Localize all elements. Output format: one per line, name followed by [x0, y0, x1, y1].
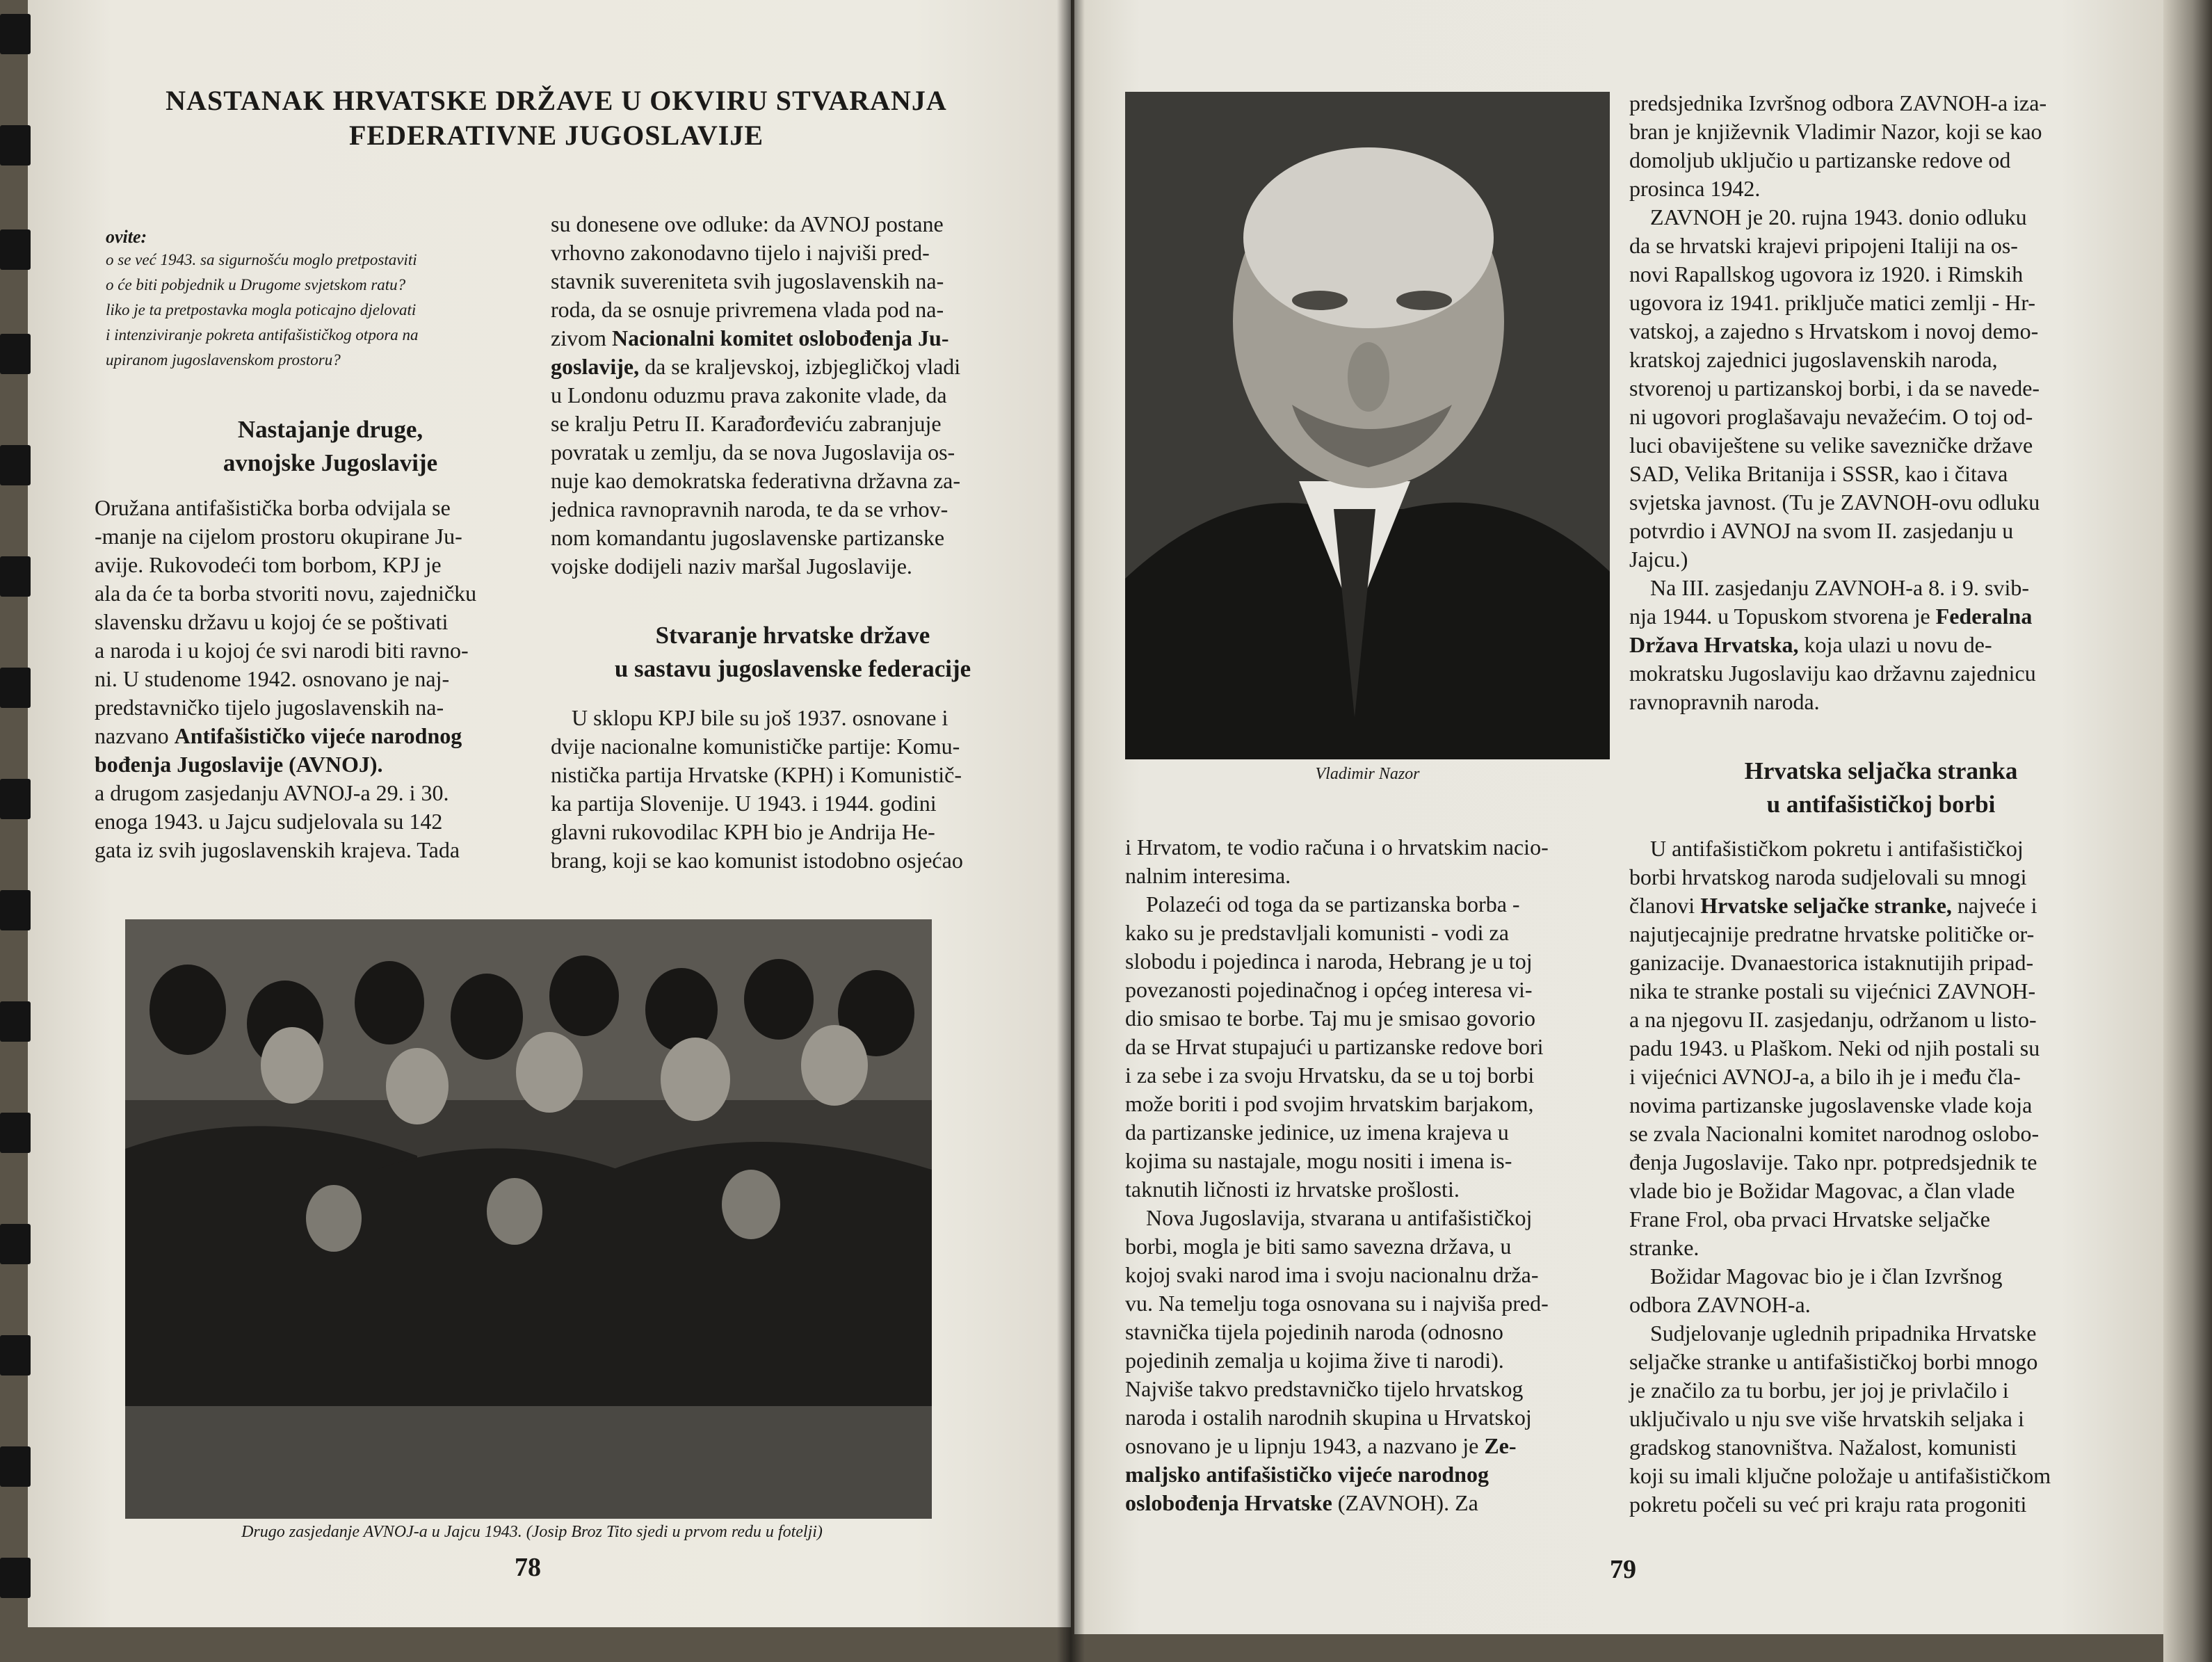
text-line: ni. U studenome 1942. osnovano je naj-	[95, 666, 450, 691]
bold-term-zavnoh-end: oslobođenja Hrvatske	[1125, 1490, 1332, 1515]
text-line: pojedinih zemalja u kojima žive ti narodi).	[1125, 1348, 1504, 1373]
text-line: kratskoj zajednici jugoslavenskih naroda,	[1629, 347, 1998, 372]
text-line: naroda i ostalih narodnih skupina u Hrvatskoj	[1125, 1405, 1532, 1430]
text-line: pokretu počeli su već pri kraju rata progoniti	[1629, 1492, 2027, 1517]
text-line: brang, koji se kao komunist istodobno osjećao	[551, 848, 963, 873]
portrait-vladimir-nazor	[1125, 92, 1610, 759]
text-line: Najviše takvo predstavničko tijelo hrvatskog	[1125, 1376, 1524, 1401]
photo-avnoj-session-image	[125, 919, 932, 1519]
section-heading-2	[556, 619, 1029, 686]
section-heading-3	[1631, 755, 2131, 821]
right-column-2-continued	[1629, 834, 2130, 1519]
text-line: koji su imali ključne položaje u antifašističkom	[1629, 1463, 2051, 1488]
text-line: SAD, Velika Britanija i SSSR, kao i čitava	[1629, 461, 2008, 486]
page-79	[1074, 0, 2170, 1634]
question-line: upiranom jugoslavenskom prostoru?	[106, 351, 341, 369]
text-line: vlade bio je Božidar Magovac, a član vlade	[1629, 1178, 2015, 1203]
text-line: su donesene ove odluke: da AVNOJ postane	[551, 211, 944, 236]
text-line: -manje na cijelom prostoru okupirane Ju-	[95, 524, 462, 549]
text-line: stavnička tijela pojedinih naroda (odnosno	[1125, 1319, 1503, 1344]
text-line	[551, 324, 1031, 353]
text-line: ka partija Slovenije. U 1943. i 1944. godini	[551, 791, 937, 816]
text-fragment: nja 1944. u Topuskom stvorena je	[1629, 604, 1930, 629]
text-line: slobodu i pojedinca i naroda, Hebrang je u toj	[1125, 949, 1533, 974]
section-heading-1-line1: Nastajanje druge,	[237, 416, 423, 443]
text-fragment: nazvano	[95, 723, 169, 748]
text-line: novima partizanske jugoslavenske vlade koja	[1629, 1092, 2033, 1118]
text-line: predsjednika Izvršnog odbora ZAVNOH-a iza-	[1629, 90, 2047, 115]
text-line: bran je književnik Vladimir Nazor, koji se kao	[1629, 119, 2042, 144]
question-line: liko je ta pretpostavka mogla poticajno djelovati	[106, 301, 417, 318]
text-line: ravnopravnih naroda.	[1629, 689, 1820, 714]
text-line: ganizacije. Dvanaestorica istaknutijih pripad-	[1629, 950, 2034, 975]
text-line	[95, 722, 547, 750]
text-line	[551, 353, 1031, 381]
text-fragment: (ZAVNOH). Za	[1337, 1490, 1478, 1515]
portrait-image	[1125, 92, 1610, 759]
text-line: kako su je predstavljali komunisti - vodi za	[1125, 920, 1509, 945]
text-line	[1629, 891, 2130, 920]
text-line: nika te stranke postali su vijećnici ZAVNOH-	[1629, 978, 2036, 1003]
text-line: seljačke stranke u antifašističkoj borbi mnogo	[1629, 1349, 2038, 1374]
text-line: je značilo za tu borbu, jer joj je privlačilo i	[1629, 1378, 2009, 1403]
text-line: potvrdio i AVNOJ na svom II. zasjedanju u	[1629, 518, 2014, 543]
text-line: vojske dodijeli naziv maršal Jugoslavije.	[551, 554, 912, 579]
text-line: da se Hrvat stupajući u partizanske redove bori	[1125, 1034, 1544, 1059]
bold-term-zavnoh: Ze-	[1484, 1433, 1517, 1458]
text-fragment: najveće i	[1957, 893, 2037, 918]
text-line: se kralju Petru II. Karađorđeviću zabranjuje	[551, 411, 942, 436]
text-line	[1125, 1489, 1612, 1517]
text-line: vatskoj, a zajedno s Hrvatskom i novoj demo-	[1629, 318, 2039, 344]
text-line: kojima su nastajale, mogu nositi i imena is-	[1125, 1148, 1512, 1173]
text-line: nalnim interesima.	[1125, 863, 1291, 888]
bold-term-nkoj-end: goslavije,	[551, 354, 640, 379]
question-line: o će biti pobjednik u Drugome svjetskom ratu?	[106, 276, 406, 293]
text-fragment: osnovano je u lipnju 1943, a nazvano je	[1125, 1433, 1479, 1458]
section-heading-2-line1: Stvaranje hrvatske države	[655, 622, 930, 649]
text-line: Polazeći od toga da se partizanska borba -	[1146, 891, 1520, 917]
text-line: Nova Jugoslavija, stvarana u antifašističkoj	[1146, 1205, 1533, 1230]
text-line: enoga 1943. u Jajcu sudjelovala su 142	[95, 809, 443, 834]
page-78	[28, 0, 1071, 1627]
text-line: U antifašističkom pokretu i antifašističkoj	[1650, 836, 2024, 861]
text-line: uključivalo u nju sve više hrvatskih seljaka i	[1629, 1406, 2024, 1431]
right-column-2	[1629, 89, 2130, 716]
text-line: U sklopu KPJ bile su još 1937. osnovane i	[572, 705, 948, 730]
text-line: svjetska javnost. (Tu je ZAVNOH-ovu odluku	[1629, 490, 2040, 515]
text-line: predstavničko tijelo jugoslavenskih na-	[95, 695, 444, 720]
text-line: i vijećnici AVNOJ-a, a bilo ih je i među čla-	[1629, 1064, 2021, 1089]
question-line: o se već 1943. sa sigurnošću moglo pretpostaviti	[106, 251, 417, 268]
spiral-binding	[0, 0, 31, 1662]
text-fragment: da se kraljevskoj, izbjegličkoj vladi	[645, 354, 961, 379]
text-line: slavensku državu u kojoj će se poštivati	[95, 609, 449, 634]
section-heading-3-line1: Hrvatska seljačka stranka	[1744, 757, 2018, 784]
text-line: ZAVNOH je 20. rujna 1943. donio odluku	[1650, 204, 2027, 229]
bold-term-fdh: Federalna	[1935, 604, 2033, 629]
text-line: domoljub uključio u partizanske redove od	[1629, 147, 2011, 172]
chapter-title-line2: FEDERATIVNE JUGOSLAVIJE	[348, 120, 764, 151]
text-line: kojoj svaki narod ima i svoju nacionalnu drža-	[1125, 1262, 1539, 1287]
text-fragment: zivom	[551, 325, 606, 350]
text-line: avije. Rukovodeći tom borbom, KPJ je	[95, 552, 442, 577]
text-line: vu. Na temelju toga osnovana su i najviša pred-	[1125, 1291, 1549, 1316]
text-line: Frane Frol, oba prvaci Hrvatske seljačke	[1629, 1207, 1990, 1232]
photo-caption: Drugo zasjedanje AVNOJ-a u Jajcu 1943. (Josip Broz Tito sjedi u prvom redu u fotelji)	[241, 1523, 823, 1541]
text-line: da se hrvatski krajevi pripojeni Italiji na os-	[1629, 233, 2018, 258]
section-heading-1-line2: avnojske Jugoslavije	[223, 449, 438, 476]
text-line: dvije nacionalne komunističke partije: Komu-	[551, 734, 960, 759]
bold-term-fdh-end: Država Hrvatska,	[1629, 632, 1799, 657]
text-line: se zvala Nacionalni komitet narodnog oslobo-	[1629, 1121, 2040, 1146]
text-line: nuje kao demokratska federativna državna za-	[551, 468, 961, 493]
text-line: može boriti i pod svojim hrvatskim barjakom,	[1125, 1091, 1534, 1116]
text-line: roda, da se osnuje privremena vlada pod na-	[551, 297, 944, 322]
text-fragment: članovi	[1629, 893, 1695, 918]
text-line: a naroda i u kojoj će svi narodi biti ravno-	[95, 638, 469, 663]
text-line: a drugom zasjedanju AVNOJ-a 29. i 30.	[95, 780, 449, 805]
text-line: ala da će ta borba stvoriti novu, zajedničku	[95, 581, 477, 606]
bold-term-avnoj: Antifašističko vijeće narodnog	[174, 723, 462, 748]
questions-label: ovite:	[106, 227, 147, 247]
bold-term-nkoj: Nacionalni komitet oslobođenja Ju-	[611, 325, 949, 350]
section-heading-2-line2: u sastavu jugoslavenske federacije	[614, 655, 971, 682]
photo-avnoj-session	[125, 919, 932, 1519]
text-line: stavnik suvereniteta svih jugoslavenskih na-	[551, 268, 944, 293]
chapter-title-line1: NASTANAK HRVATSKE DRŽAVE U OKVIRU STVARANJA	[166, 85, 947, 116]
chapter-title	[70, 83, 1043, 153]
text-line: glavni rukovodilac KPH bio je Andrija He-	[551, 819, 935, 844]
text-line: dio smisao te borbe. Taj mu je smisao govorio	[1125, 1006, 1535, 1031]
text-line	[1125, 1460, 1612, 1489]
text-line: mokratsku Jugoslaviju kao državnu zajednicu	[1629, 661, 2036, 686]
left-column-2-continued	[551, 704, 1031, 875]
text-line: prosinca 1942.	[1629, 176, 1761, 201]
left-column-1	[95, 494, 547, 864]
text-line: Jajcu.)	[1629, 547, 1688, 572]
left-column-2	[551, 210, 1031, 581]
bold-term-avnoj-end: bođenja Jugoslavije (AVNOJ).	[95, 752, 383, 777]
text-line: Oružana antifašistička borba odvijala se	[95, 495, 451, 520]
portrait-caption: Vladimir Nazor	[1315, 765, 1420, 783]
right-column-1	[1125, 833, 1612, 1517]
text-line: luci obaviještene su velike savezničke države	[1629, 433, 2033, 458]
text-line: i Hrvatom, te vodio računa i o hrvatskim nacio-	[1125, 834, 1549, 860]
text-line: gradskog stanovništva. Nažalost, komunisti	[1629, 1435, 2017, 1460]
text-line: da partizanske jedinice, uz imena krajeva u	[1125, 1120, 1509, 1145]
text-line: vrhovno zakonodavno tijelo i najviši pred-	[551, 240, 930, 265]
text-line: nom komandantu jugoslavenske partizanske	[551, 525, 945, 550]
text-line	[95, 750, 547, 779]
text-line: najutjecajnije predratne hrvatske političke or-	[1629, 921, 2035, 946]
text-line: ugovora iz 1941. priključe matici zemlji - Hr-	[1629, 290, 2036, 315]
text-line	[1125, 1432, 1612, 1460]
section-heading-1	[132, 413, 528, 480]
text-line: gata iz svih jugoslavenskih krajeva. Tada	[95, 837, 460, 862]
questions-box	[106, 227, 551, 373]
page-number: 78	[515, 1553, 541, 1582]
text-line: a na njegovu II. zasjedanju, održanom u listo-	[1629, 1007, 2037, 1032]
text-line: taknutih ličnosti iz hrvatske prošlosti.	[1125, 1177, 1460, 1202]
text-line: povratak u zemlju, da se nova Jugoslavija os-	[551, 439, 955, 465]
text-line: stranke.	[1629, 1235, 1700, 1260]
text-line: nistička partija Hrvatske (KPH) i Komunistič-	[551, 762, 962, 787]
text-line: ni ugovori proglašavaju nevažećim. O toj od-	[1629, 404, 2033, 429]
text-fragment: koja ulazi u novu de-	[1804, 632, 1992, 657]
text-line: stvorenoj u partizanskoj borbi, i da se navede-	[1629, 376, 2040, 401]
text-line: borbi, mogla je biti samo savezna država, u	[1125, 1234, 1512, 1259]
bold-term-zavnoh-mid: maljsko antifašističko vijeće narodnog	[1125, 1462, 1489, 1487]
page-number: 79	[1610, 1555, 1636, 1584]
spine-shadow	[1057, 0, 1085, 1662]
section-heading-3-line2: u antifašističkoj borbi	[1766, 791, 1996, 818]
text-line	[1629, 602, 2130, 631]
text-line: povezanosti pojedinačnog i općeg interesa vi-	[1125, 977, 1533, 1002]
text-line: i za sebe i za svoju Hrvatsku, da se u toj borbi	[1125, 1063, 1535, 1088]
bold-term-hss: Hrvatske seljačke stranke,	[1700, 893, 1952, 918]
text-line: Božidar Magovac bio je i član Izvršnog	[1650, 1264, 2003, 1289]
text-line: Na III. zasjedanju ZAVNOH-a 8. i 9. svib-	[1650, 575, 2030, 600]
book-edge	[2163, 0, 2212, 1662]
text-line: padu 1943. u Plaškom. Neki od njih postali su	[1629, 1035, 2040, 1060]
text-line: jednica ravnopravnih naroda, te da se vrhov-	[551, 497, 948, 522]
text-line: u Londonu oduzmu prava zakonite vlade, da	[551, 382, 947, 408]
text-line: odbora ZAVNOH-a.	[1629, 1292, 1811, 1317]
text-line	[1629, 631, 2130, 659]
question-line: i intenziviranje pokreta antifašističkog otpora na	[106, 326, 419, 344]
text-line: novi Rapallskog ugovora iz 1920. i Rimskih	[1629, 261, 2024, 287]
text-line: Sudjelovanje uglednih pripadnika Hrvatske	[1650, 1321, 2037, 1346]
text-line: borbi hrvatskog naroda sudjelovali su mnogi	[1629, 864, 2027, 889]
text-line: đenja Jugoslavije. Tako npr. potpredsjednik te	[1629, 1149, 2037, 1175]
